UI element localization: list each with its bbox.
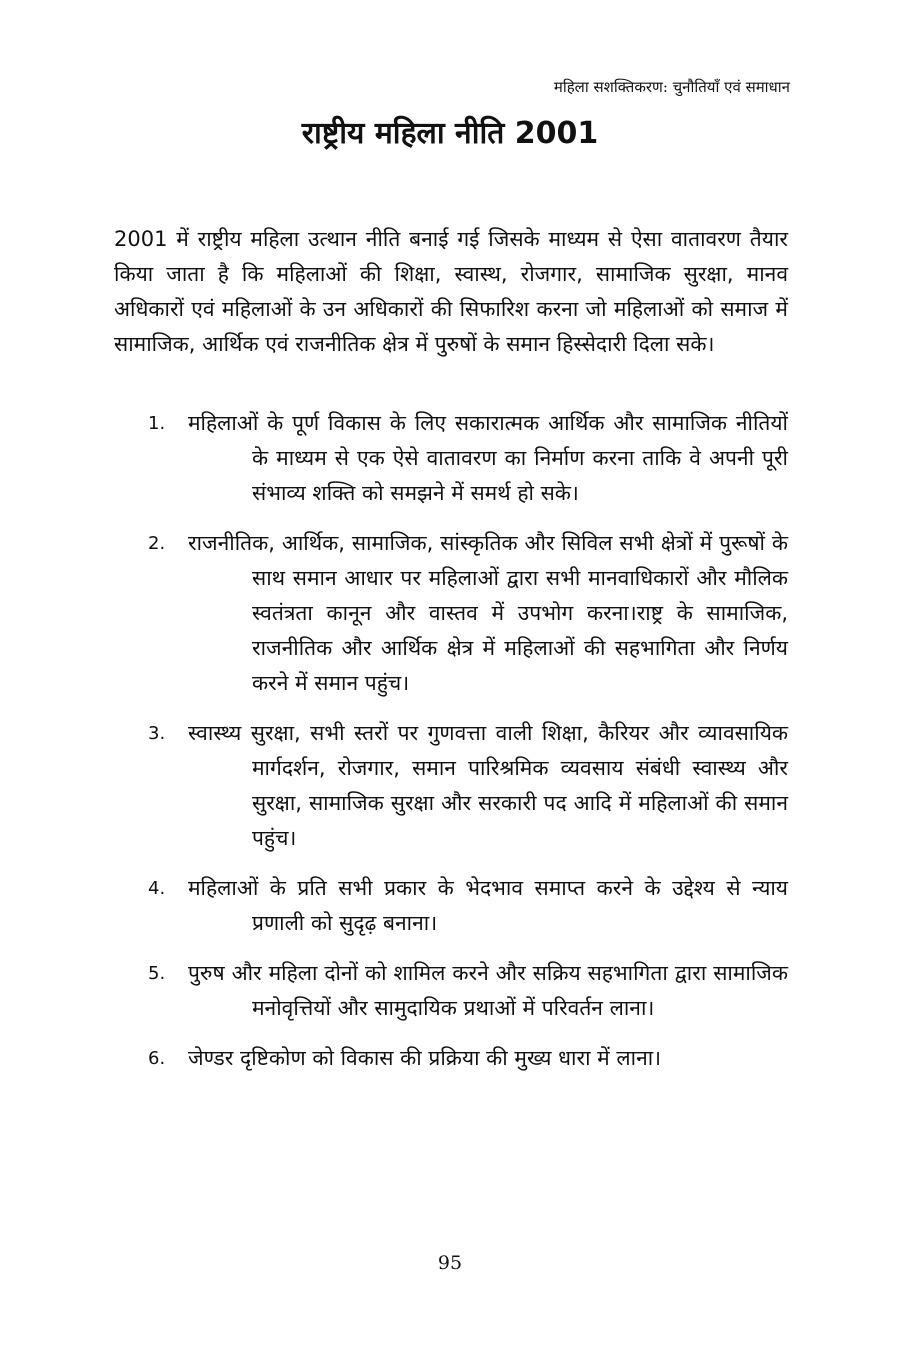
list-item-text: राजनीतिक, आर्थिक, सामाजिक, सांस्कृतिक और सिविल सभी क्षेत्रों में पुरूषों के साथ समान आधार पर महिलाओं द्वारा सभी मानवाधिकारों और मौलिक स्वतंत्रता कानून और वास्तव में उपभोग करना।राष्ट्र के सामाजिक, राजनीतिक और आर्थिक क्षेत्र में महिलाओं की सहभागिता और निर्णय करने में समान पहुंच। (188, 531, 788, 695)
list-item-number: 4. (148, 878, 166, 899)
list-item (148, 406, 788, 511)
list-item-number: 3. (148, 723, 166, 744)
list-item-number: 2. (148, 533, 166, 554)
list-item-number: 6. (148, 1048, 166, 1069)
list-item-text: जेण्डर दृष्टिकोण को विकास की प्रक्रिया की मुख्य धारा में लाना। (188, 1046, 662, 1070)
list-item-text: महिलाओं के पूर्ण विकास के लिए सकारात्मक आर्थिक और सामाजिक नीतियों के माध्यम से एक ऐसे वातावरण का निर्माण करना ताकि वे अपनी पूरी संभाव्य शक्ति को समझने में समर्थ हो सके। (188, 411, 788, 505)
list-item-text: स्वास्थ्य सुरक्षा, सभी स्तरों पर गुणवत्ता वाली शिक्षा, कैरियर और व्यावसायिक मार्गदर्शन, रोजगार, समान पारिश्रमिक व्यवसाय संबंधी स्वास्थ्य और सुरक्षा, सामाजिक सुरक्षा और सरकारी पद आदि में महिलाओं की समान पहुंच। (188, 721, 788, 850)
intro-paragraph: 2001 में राष्ट्रीय महिला उत्थान नीति बनाई गई जिसके माध्यम से ऐसा वातावरण तैयार किया जाता है कि महिलाओं की शिक्षा, स्वास्थ, रोजगार, सामाजिक सुरक्षा, मानव अधिकारों एवं महिलाओं के उन अधिकारों की सिफारिश करना जो महिलाओं को समाज में सामाजिक, आर्थिक एवं राजनीतिक क्षेत्र में पुरुषों के समान हिस्सेदारी दिला सके। (114, 227, 788, 356)
list-item (148, 1041, 788, 1076)
page-number: 95 (437, 1252, 463, 1274)
list-item-text: पुरुष और महिला दोनों को शामिल करने और सक्रिय सहभागिता द्वारा सामाजिक मनोवृत्तियों और सामुदायिक प्रथाओं में परिवर्तन लाना। (188, 961, 788, 1020)
list-item (148, 526, 788, 701)
running-header: महिला सशक्तिकरण: चुनौतियाँ एवं समाधान (553, 78, 790, 96)
page-title: राष्ट्रीय महिला नीति 2001 (301, 116, 599, 151)
policy-list (148, 406, 788, 1091)
list-item-number: 1. (148, 413, 166, 434)
list-item (148, 871, 788, 941)
list-item (148, 956, 788, 1026)
list-item-text: महिलाओं के प्रति सभी प्रकार के भेदभाव समाप्त करने के उद्देश्य से न्याय प्रणाली को सुदृढ़ बनाना। (188, 876, 788, 935)
list-item (148, 716, 788, 856)
list-item-number: 5. (148, 963, 166, 984)
